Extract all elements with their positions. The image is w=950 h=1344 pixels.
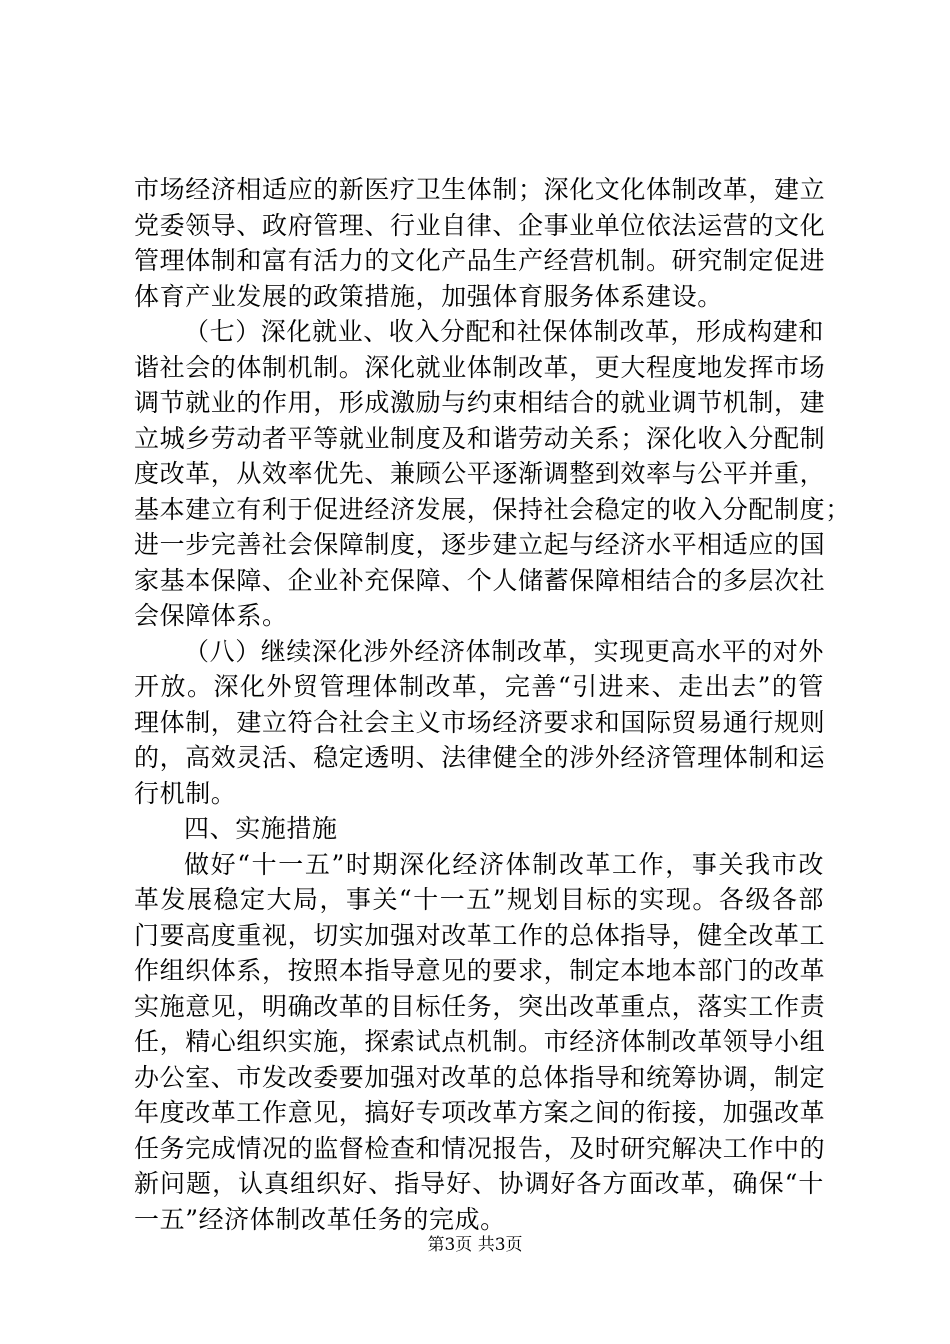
text-line: 年度改革工作意见，搞好专项改革方案之间的衔接，加强改革 [134, 1098, 826, 1127]
text-line: 调节就业的作用，形成激励与约束相结合的就业调节机制，建 [134, 388, 826, 417]
text-line: 革发展稳定大局，事关“十一五”规划目标的实现。各级各部 [134, 885, 824, 914]
text-line: 度改革，从效率优先、兼顾公平逐渐调整到效率与公平并重， [134, 459, 826, 488]
text-line: 体育产业发展的政策措施，加强体育服务体系建设。 [134, 281, 723, 311]
text-line: 任务完成情况的监督检查和情况报告，及时研究解决工作中的 [134, 1133, 826, 1163]
text-line: 立城乡劳动者平等就业制度及和谐劳动关系；深化收入分配制 [134, 423, 826, 453]
text-line: 进一步完善社会保障制度，逐步建立起与经济水平相适应的国 [134, 530, 826, 559]
section-title: 四、实施措施 [184, 814, 338, 843]
paragraph-start-line: 做好“十一五”时期深化经济体制改革工作，事关我市改 [184, 849, 824, 879]
text-line: 理体制，建立符合社会主义市场经济要求和国际贸易通行规则 [134, 707, 826, 737]
section-heading-line: （七）深化就业、收入分配和社保体制改革，形成构建和 [184, 317, 825, 346]
text-line: 任，精心组织实施，探索试点机制。市经济体制改革领导小组 [134, 1027, 826, 1056]
section-heading-line: （八）继续深化涉外经济体制改革，实现更高水平的对外 [184, 636, 825, 666]
text-line: 新问题，认真组织好、指导好、协调好各方面改革，确保“十 [134, 1169, 824, 1198]
text-line: 谐社会的体制机制。深化就业体制改革，更大程度地发挥市场 [134, 352, 826, 382]
text-line: 市场经济相适应的新医疗卫生体制；深化文化体制改革，建立 [134, 175, 826, 204]
text-line: 家基本保障、企业补充保障、个人储蓄保障相结合的多层次社 [134, 565, 826, 595]
text-line: 门要高度重视，切实加强对改革工作的总体指导，健全改革工 [134, 920, 826, 950]
text-line: 管理体制和富有活力的文化产品生产经营机制。研究制定促进 [134, 246, 826, 275]
text-line: 行机制。 [134, 778, 237, 808]
text-line: 开放。深化外贸管理体制改革，完善“引进来、走出去”的管 [134, 672, 824, 701]
text-line: 会保障体系。 [134, 601, 288, 630]
text-line: 的，高效灵活、稳定透明、法律健全的涉外经济管理体制和运 [134, 743, 826, 772]
document-body [134, 172, 851, 1237]
page-number-footer: 第3页 共3页 [427, 1235, 523, 1255]
text-line: 党委领导、政府管理、行业自律、企事业单位依法运营的文化 [134, 210, 826, 240]
text-line: 基本建立有利于促进经济发展，保持社会稳定的收入分配制度； [134, 494, 851, 524]
text-line: 实施意见，明确改革的目标任务，突出改革重点，落实工作责 [134, 991, 826, 1021]
text-line: 一五”经济体制改革任务的完成。 [134, 1204, 506, 1234]
text-line: 办公室、市发改委要加强对改革的总体指导和统筹协调，制定 [134, 1062, 826, 1092]
text-line: 作组织体系，按照本指导意见的要求，制定本地本部门的改革 [134, 956, 826, 985]
